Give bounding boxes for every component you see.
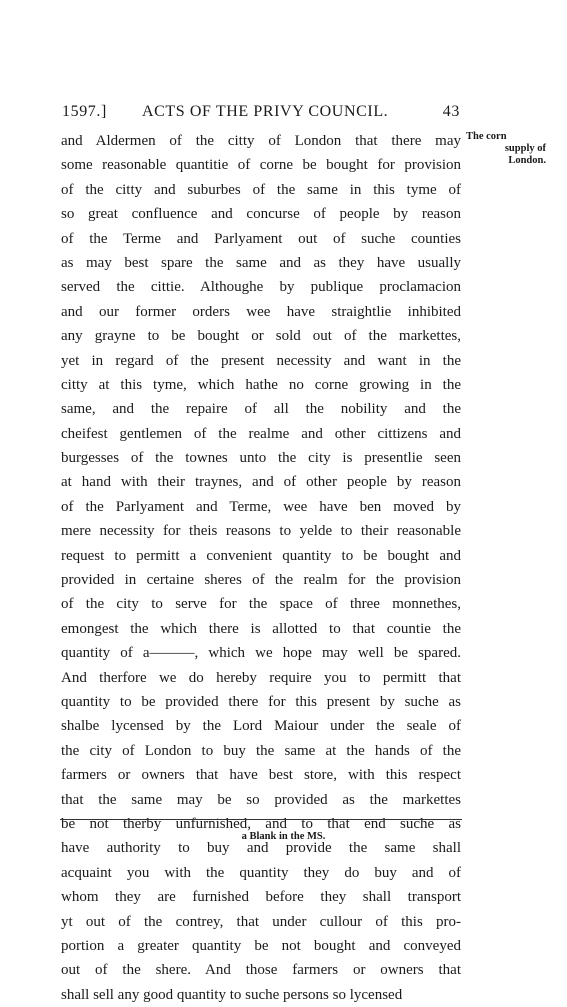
body-line: shalbe lycensed by the Lord Maiour under the seale of (61, 718, 461, 735)
body-line: same, and the repaire of all the nobility and the (61, 401, 461, 418)
body-line: and our former orders wee have straightlie inhibited (61, 303, 461, 320)
body-line: farmers or owners that have best store, with this respect (61, 767, 461, 784)
margin-note-line: London. (508, 155, 546, 166)
body-line: cheifest gentlemen of the realme and other cittizens and (61, 425, 461, 442)
running-header (62, 103, 460, 123)
body-line: quantity to be provided there for this present by suche as (61, 693, 461, 710)
body-line: as may best spare the same and as they have usually (61, 254, 461, 271)
body-line: that the same may be so provided as the markettes (61, 791, 461, 808)
body-line: any grayne to be bought or sold out of the markettes, (61, 328, 461, 345)
body-line: quantity of a———, which we hope may well be spared. (61, 645, 461, 662)
body-line: portion a greater quantity be not bought and conveyed (61, 937, 461, 954)
body-line: served the cittie. Althoughe by publique proclamacion (61, 279, 461, 296)
margin-note-line: supply of (504, 143, 546, 154)
body-line: of the Terme and Parlyament out of suche counties (61, 230, 461, 247)
page-number: 43 (442, 103, 460, 120)
body-line: of the Parlyament and Terme, wee have ben moved by (61, 498, 461, 515)
margin-note (466, 131, 546, 167)
body-line: request to permitt a convenient quantity to be bought and (61, 547, 461, 564)
body-line: at hand with their traynes, and of other people by reason (61, 474, 461, 491)
body-line: burgesses of the townes unto the city is presentlie seen (61, 450, 461, 467)
footnote-rule (60, 819, 462, 820)
body-line: And therfore we do hereby require you to permitt that (61, 669, 461, 686)
body-line: yet in regard of the present necessity and want in the (61, 352, 461, 369)
body-line: mere necessity for theis reasons to yelde to their reasonable (61, 523, 461, 540)
body-line: provided in certaine sheres of the realm for the provision (61, 572, 461, 589)
body-line: out of the shere. And those farmers or owners that (61, 962, 461, 979)
body-line: have authority to buy and provide the same shall (61, 840, 461, 857)
footnote: a Blank in the MS. (241, 831, 326, 842)
body-line: the city of London to buy the same at the hands of the (61, 742, 461, 759)
body-line: acquaint you with the quantity they do buy and of (61, 864, 461, 881)
body-line: citty at this tyme, which hathe no corne growing in the (61, 376, 461, 393)
body-line: of the city to serve for the space of three monnethes, (61, 596, 461, 613)
body-text (61, 129, 461, 1007)
body-line: and Aldermen of the citty of London that there may (61, 133, 461, 149)
body-line: some reasonable quantitie of corne be bought for provision (61, 157, 461, 174)
body-line: of the citty and suburbes of the same in this tyme of (61, 181, 461, 198)
body-line: whom they are furnished before they shall transport (61, 889, 461, 906)
margin-note-line: The corn (466, 131, 507, 142)
body-line: emongest the which there is allotted to that countie the (61, 620, 461, 637)
header-year-ref: 1597.] (62, 103, 107, 120)
body-line: so great confluence and concurse of people by reason (61, 206, 461, 223)
body-line: be not therby unfurnished, and to that end suche as (61, 815, 461, 832)
header-title: ACTS OF THE PRIVY COUNCIL. (142, 103, 389, 120)
body-line: yt out of the contrey, that under cullour of this pro- (61, 913, 461, 930)
body-line: shall sell any good quantity to suche persons so lycensed (61, 986, 403, 1003)
